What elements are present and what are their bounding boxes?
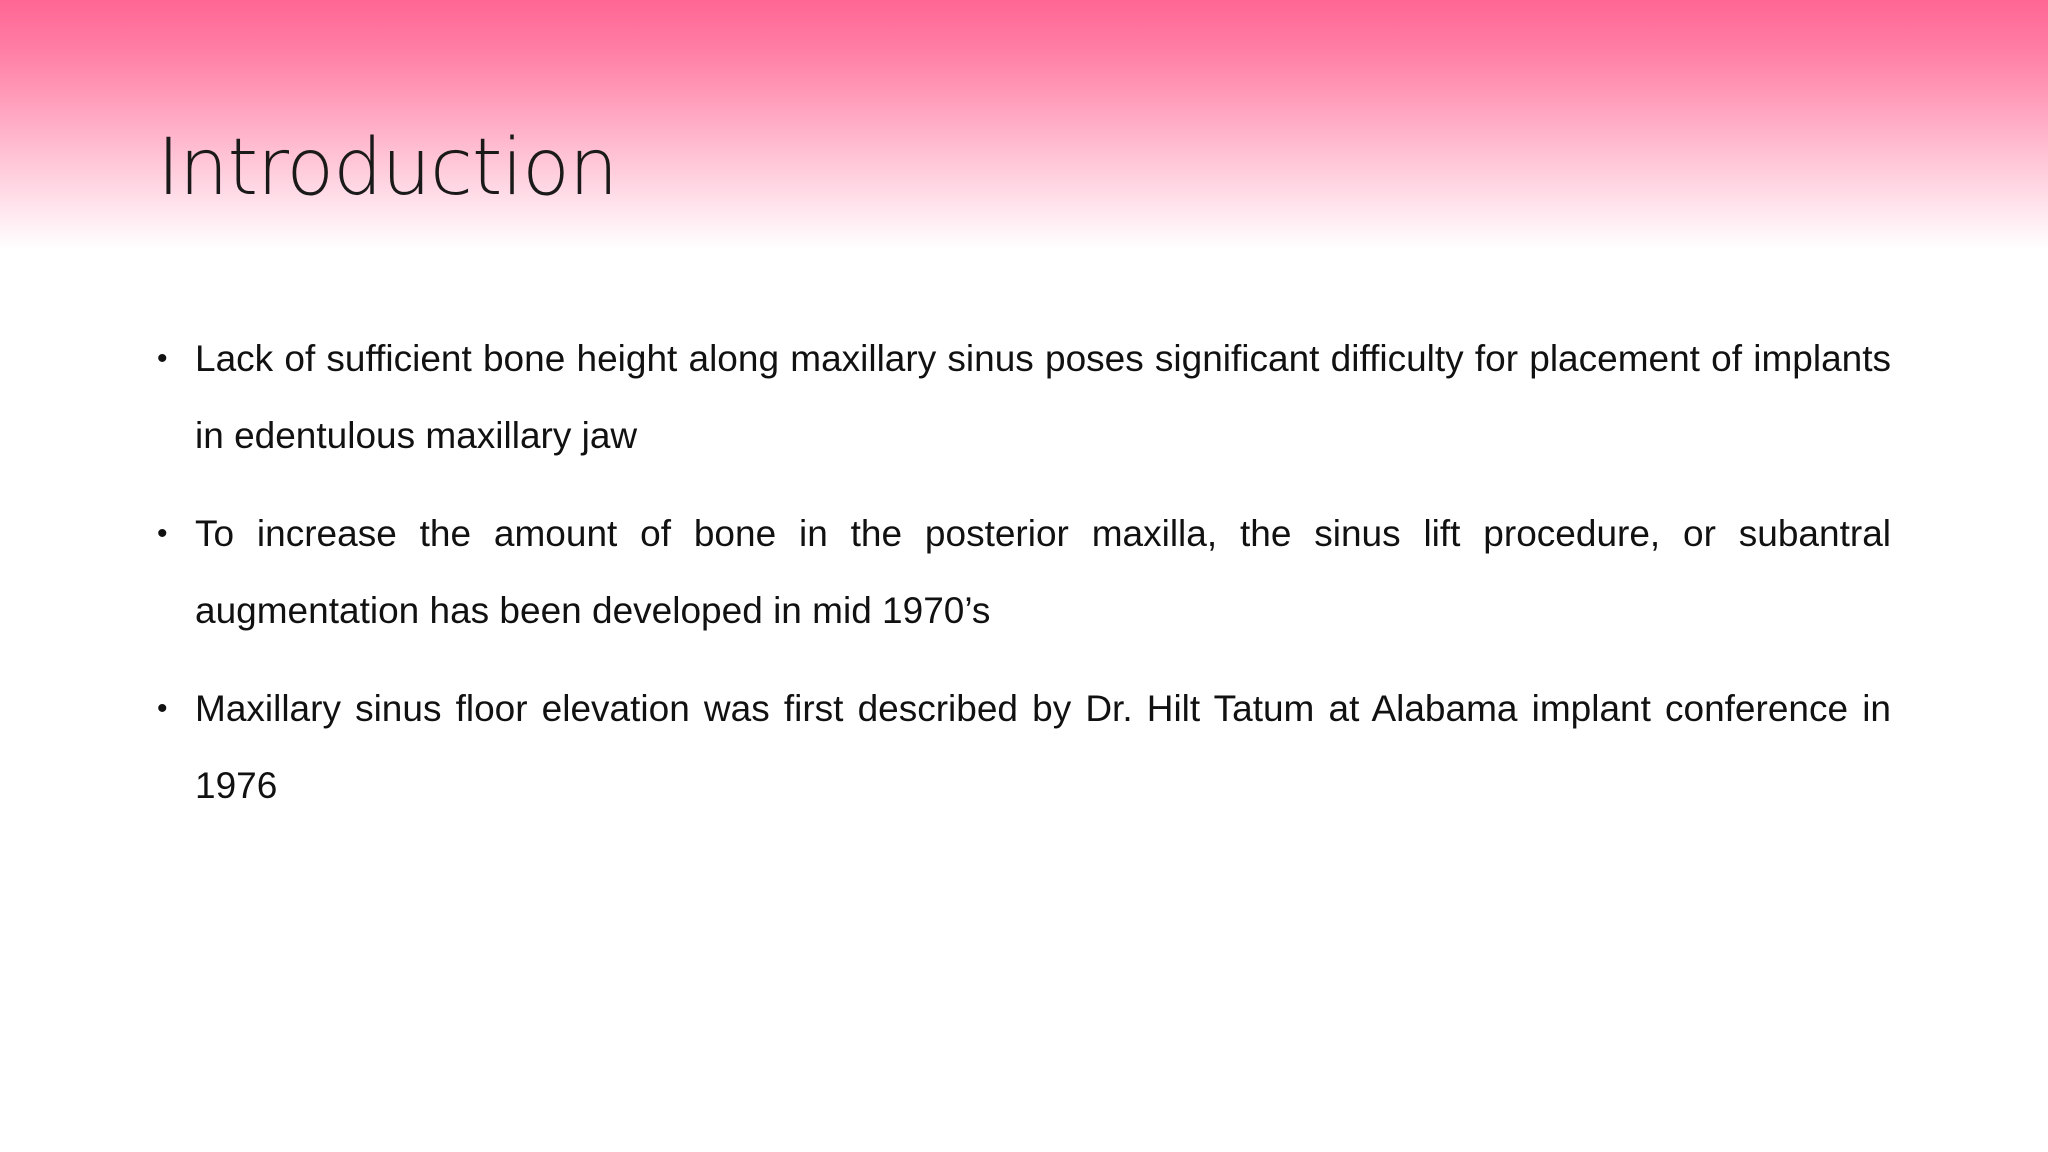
bullet-list — [157, 320, 1891, 845]
bullet-icon: • — [157, 517, 168, 550]
bullet-icon: • — [157, 342, 168, 375]
bullet-icon: • — [157, 692, 168, 725]
list-item-text: Maxillary sinus floor elevation was first described by Dr. Hilt Tatum at Alabama implant conference in 1976 — [195, 688, 1891, 806]
list-item — [157, 670, 1891, 824]
list-item — [157, 495, 1891, 649]
slide-title: Introduction — [157, 123, 618, 213]
list-item-text: Lack of sufficient bone height along maxillary sinus poses significant difficulty for placement of implants in edentulous maxillary jaw — [195, 338, 1891, 456]
list-item-text: To increase the amount of bone in the posterior maxilla, the sinus lift procedure, or subantral augmentation has been developed in mid 1970’s — [195, 513, 1891, 631]
list-item — [157, 320, 1891, 474]
